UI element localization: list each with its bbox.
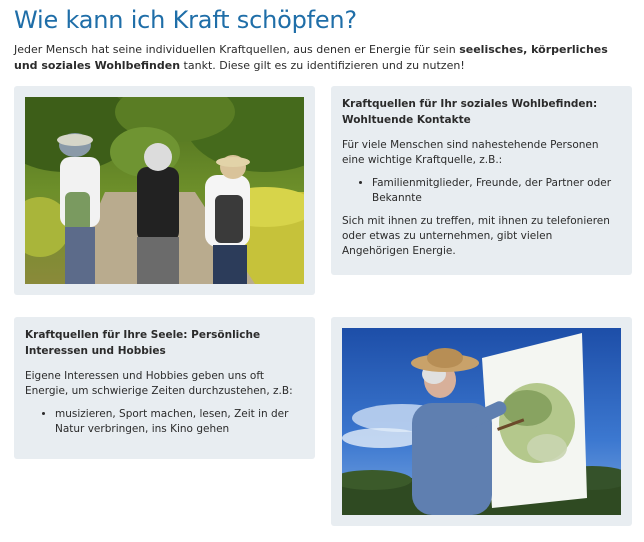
soul-bullet-list [25, 407, 304, 437]
photo-card-walking [14, 86, 315, 295]
photo-man-painting [342, 328, 621, 515]
social-card-text-1: Für viele Menschen sind nahestehende Personen eine wichtige Kraftquelle, z.B.: [342, 139, 599, 166]
photo-women-walking [25, 97, 304, 284]
page-title: Wie kann ich Kraft schöpfen? [14, 6, 357, 34]
intro-text-bold: seelisches, körperliches und soziales Wohlbefinden [14, 43, 608, 72]
info-card-soul [14, 317, 315, 459]
photo-card-painter [331, 317, 632, 526]
intro-text-start: Jeder Mensch hat seine individuellen Kraftquellen, aus denen er Energie für sein [14, 43, 460, 56]
info-card-social [331, 86, 632, 275]
social-card-text-2: Sich mit ihnen zu treffen, mit ihnen zu telefonieren oder etwas zu unternehmen, gibt vielen Angehörigen Energie. [342, 215, 610, 257]
soul-card-title: Kraftquellen für Ihre Seele: Persönliche Interessen und Hobbies [25, 329, 261, 357]
soul-card-text-1: Eigene Interessen und Hobbies geben uns oft Energie, um schwierige Zeiten durchzustehen, z.B: [25, 370, 293, 397]
soul-bullet-item: • musizieren, Sport machen, lesen, Zeit in der Natur verbringen, ins Kino gehen [55, 407, 304, 437]
intro-paragraph [14, 42, 624, 74]
social-bullet-list [342, 176, 621, 206]
intro-text-end: tankt. Diese gilt es zu identifizieren und zu nutzen! [180, 59, 465, 72]
social-card-title: Kraftquellen für Ihr soziales Wohlbefinden: Wohltuende Kontakte [342, 98, 598, 126]
social-bullet-item: • Familienmitglieder, Freunde, der Partner oder Bekannte [372, 176, 621, 206]
